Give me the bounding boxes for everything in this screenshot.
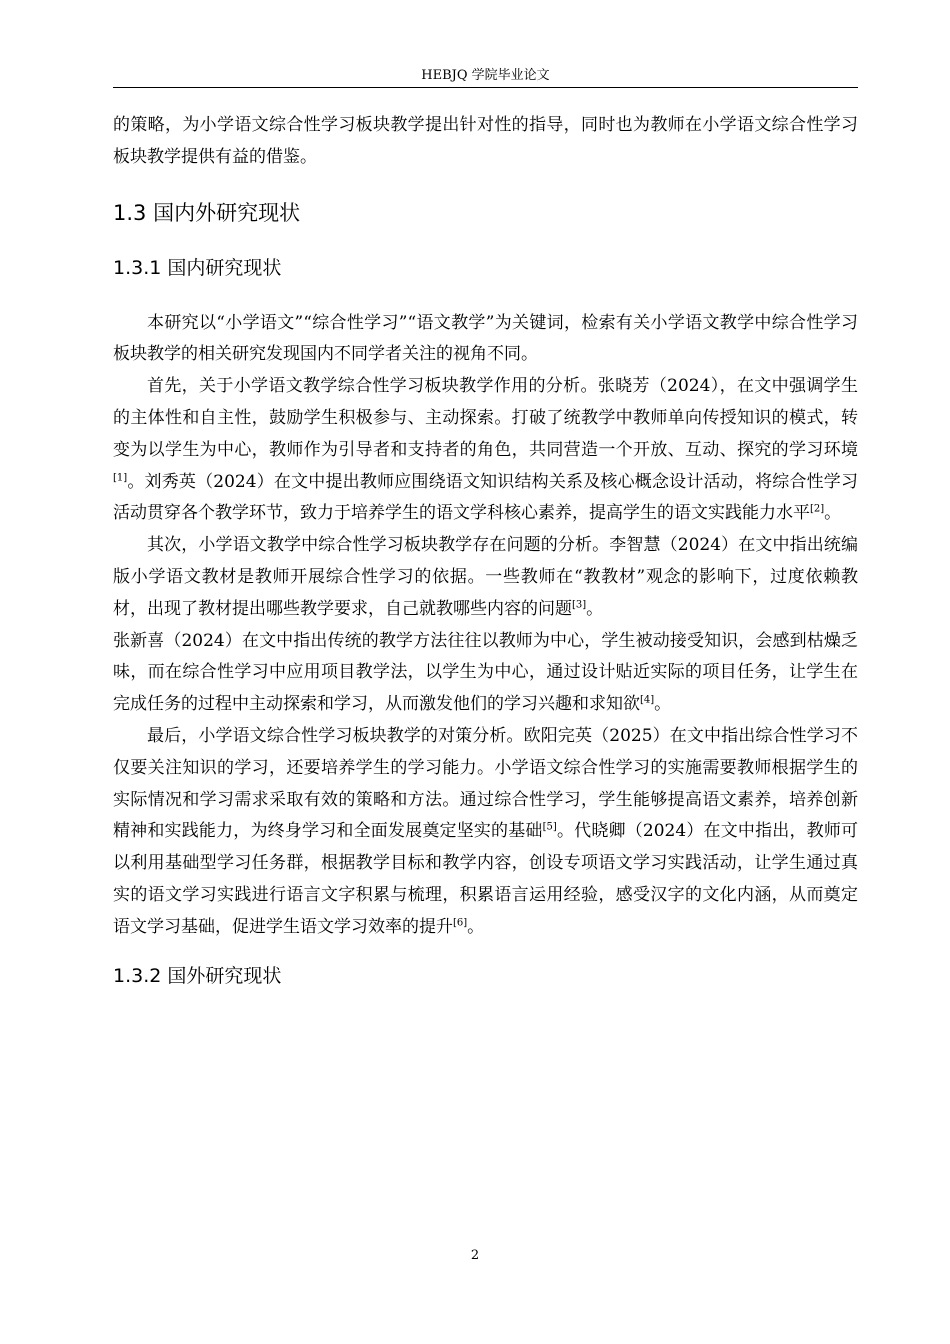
citation-4: [4] xyxy=(640,694,655,706)
paragraph-intro: 本研究以“小学语文”“综合性学习”“语文教学”为关键词，检索有关小学语文教学中综合性学习板块教学的相关研究发现国内不同学者关注的视角不同。 xyxy=(113,312,858,365)
section-heading-1-3: 1.3 国内外研究现状 xyxy=(113,200,301,225)
paragraph-text: 。刘秀英（2024）在文中提出教师应围绕语文知识结构关系及核心概念设计活动，将综合性学习活动贯穿各个教学环节，致力于培养学生的语文学科核心素养，提高学生的语文实践能力水平 xyxy=(113,471,858,524)
page-number: 2 xyxy=(470,1248,480,1263)
citation-3: [3] xyxy=(572,599,587,611)
paragraph-text: 其次，小学语文教学中综合性学习板块教学存在问题的分析。李智慧（2024）在文中指出统编版小学语文教材是教师开展综合性学习的依据。一些教师在“教教材”观念的影响下，过度依赖教材，出现了教材提出哪些教学要求，自己就教哪些内容的问题 xyxy=(113,535,858,619)
paragraph-text: 首先，关于小学语文教学综合性学习板块教学作用的分析。张晓芳（2024），在文中强调学生的主体性和自主性，鼓励学生积极参与、主动探索。打破了统教学中教师单向传授知识的模式，转变为以学生为中心，教师作为引导者和支持者的角色，共同营造一个开放、互动、探究的学习环境 xyxy=(113,376,858,460)
paragraph-text: 。代晓卿（2024）在文中指出，教师可以利用基础型学习任务群，根据教学目标和教学内容，创设专项语文学习实践活动，让学生通过真实的语文学习实践进行语言文字积累与梳理，积累语言运用经验，感受汉字的文化内涵，从而奠定语文学习基础，促进学生语文学习效率的提升 xyxy=(113,821,859,937)
paragraph-text: 。 xyxy=(824,503,842,524)
section-heading-1-3-1: 1.3.1 国内研究现状 xyxy=(113,256,282,279)
citation-1: [1] xyxy=(113,471,128,483)
paragraph-text: 最后，小学语文综合性学习板块教学的对策分析。欧阳完英（2025）在文中指出综合性学习不仅要关注知识的学习，还要培养学生的学习能力。小学语文综合性学习的实施需要教师根据学生的实际情况和学习需求采取有效的策略和方法。通过综合性学习，学生能够提高语文素养，培养创新精神和实践能力，为终身学习和全面发展奠定坚实的基础 xyxy=(113,725,858,842)
paragraph-second-continued xyxy=(113,626,858,721)
paragraph-text: 张新喜（2024）在文中指出传统的教学方法往往以教师为中心，学生被动接受知识，会感到枯燥乏味，而在综合性学习中应用项目教学法，以学生为中心，通过设计贴近实际的项目任务，让学生在完成任务的过程中主动探索和学习，从而激发他们的学习兴趣和求知欲 xyxy=(113,630,858,715)
page-body xyxy=(113,110,858,990)
paragraph-first xyxy=(113,371,858,530)
running-header: HEBJQ 学院毕业论文 xyxy=(113,68,858,88)
paragraph-text: 。 xyxy=(654,694,672,715)
citation-2: [2] xyxy=(810,503,825,515)
section-heading-1-3-2: 1.3.2 国外研究现状 xyxy=(113,964,282,987)
paragraph-last xyxy=(113,721,858,944)
paragraph-second xyxy=(113,530,858,625)
paragraph-text: 。 xyxy=(467,916,485,937)
paragraph-text: 。 xyxy=(586,598,604,619)
continued-paragraph: 的策略，为小学语文综合性学习板块教学提出针对性的指导，同时也为教师在小学语文综合性学习板块教学提供有益的借鉴。 xyxy=(113,115,858,167)
citation-5: [5] xyxy=(542,821,557,833)
citation-6: [6] xyxy=(453,917,468,929)
